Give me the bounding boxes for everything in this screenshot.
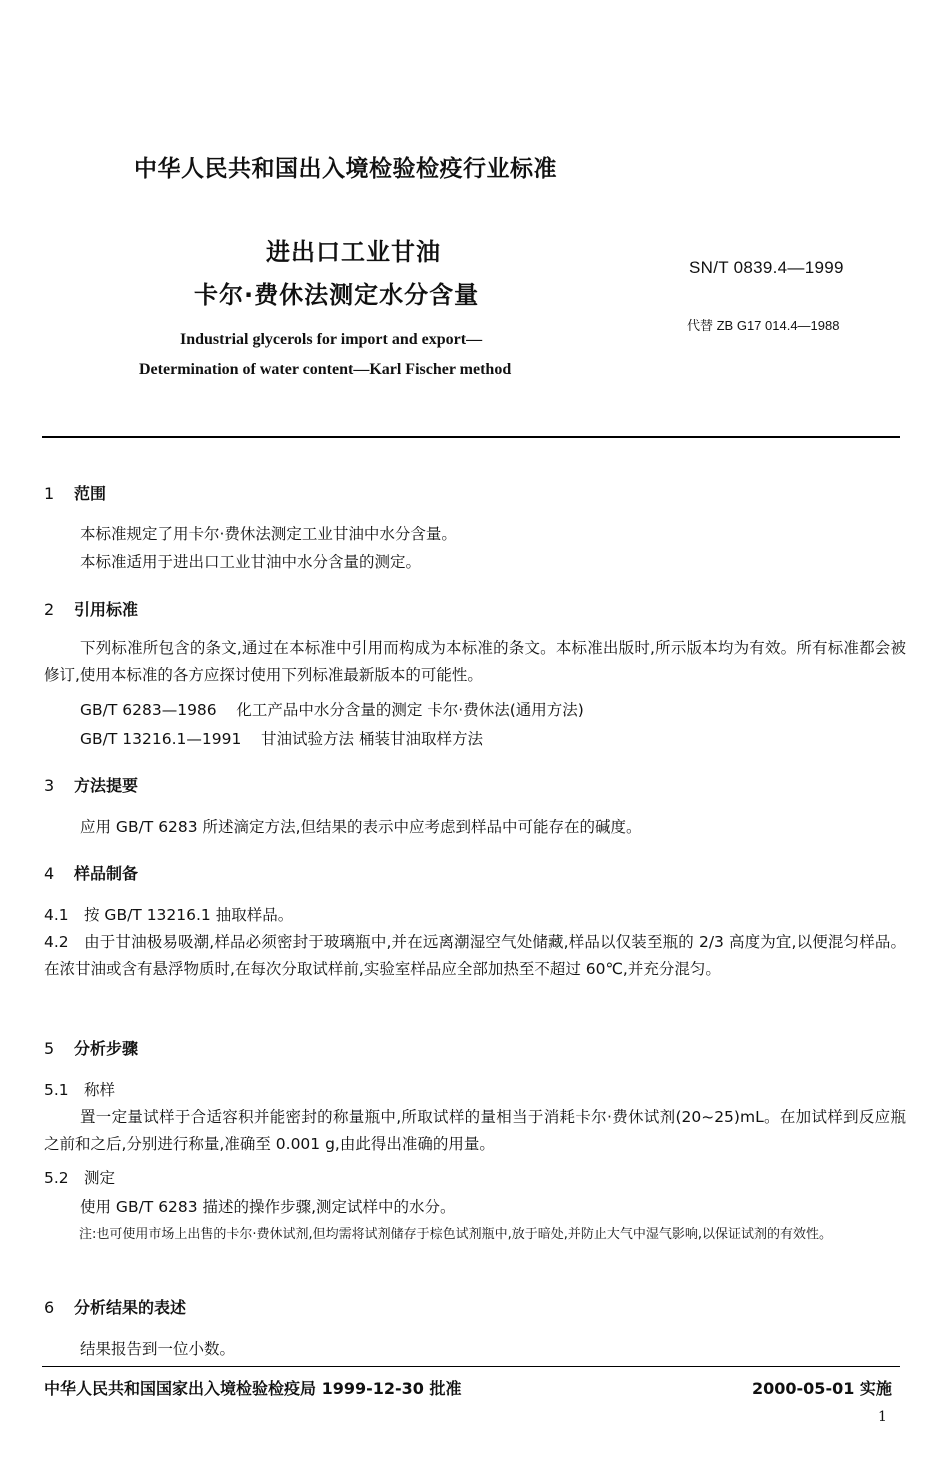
- clause-text: 由于甘油极易吸潮,样品必须密封于玻璃瓶中,并在远离潮湿空气处储藏,样品以仅装至瓶的 2/3 高度为宜,以便混匀样品。在浓甘油或含有悬浮物质时,在每次分取试样前,实验室样品应全部加热至不超过 60℃,并充分混匀。: [44, 933, 906, 978]
- reference-title: 化工产品中水分含量的测定 卡尔·费休法(通用方法): [236, 701, 584, 719]
- reference-title: 甘油试验方法 桶装甘油取样方法: [261, 730, 483, 748]
- section-5-heading: [44, 1036, 138, 1059]
- section-number: 1: [44, 484, 55, 503]
- clause-text: 按 GB/T 13216.1 抽取样品。: [84, 906, 294, 924]
- section-title: 分析步骤: [74, 1039, 139, 1058]
- section-number: 3: [44, 776, 55, 795]
- section-number: 5: [44, 1039, 55, 1058]
- note-text: 也可使用市场上出售的卡尔·费休试剂,但均需将试剂储存于棕色试剂瓶中,放于暗处,并防止大气中湿气影响,以保证试剂的有效性。: [96, 1227, 833, 1242]
- reference-2: [80, 727, 483, 749]
- issuing-authority: 中华人民共和国出入境检验检疫行业标准: [134, 156, 557, 182]
- approval-line: 中华人民共和国国家出入境检验检疫局 1999-12-30 批准: [44, 1379, 462, 1398]
- section-title: 引用标准: [74, 600, 139, 619]
- section-3-heading: [44, 773, 138, 796]
- title-cn-line1: 进出口工业甘油: [266, 238, 441, 266]
- section-number: 6: [44, 1298, 55, 1317]
- section-title: 分析结果的表述: [74, 1298, 187, 1317]
- title-en-line1: Industrial glycerols for import and export—: [180, 331, 483, 348]
- section-6-para-1: 结果报告到一位小数。: [80, 1340, 236, 1358]
- section-number: 2: [44, 600, 55, 619]
- clause-5-2-heading: [44, 1166, 115, 1188]
- section-number: 4: [44, 864, 55, 883]
- clause-5-1-text: 置一定量试样于合适容积并能密封的称量瓶中,所取试样的量相当于消耗卡尔·费休试剂(20~25)mL。在加试样到反应瓶之前和之后,分别进行称量,准确至 0.001 g,由此得出准确的用量。: [44, 1108, 906, 1153]
- section-3-para-1: 应用 GB/T 6283 所述滴定方法,但结果的表示中应考虑到样品中可能存在的碱度。: [80, 818, 642, 836]
- clause-number: 4.2: [44, 933, 69, 951]
- section-1-heading: [44, 481, 106, 504]
- clause-4-1: [44, 903, 293, 925]
- title-en-line2: Determination of water content—Karl Fischer method: [139, 361, 512, 378]
- clause-number: 4.1: [44, 906, 69, 924]
- reference-1: [80, 698, 584, 720]
- section-1-para-2: 本标准适用于进出口工业甘油中水分含量的测定。: [80, 553, 422, 571]
- clause-5-1-heading: [44, 1078, 115, 1100]
- clause-number: 5.2: [44, 1169, 69, 1187]
- section-2-para-1: 下列标准所包含的条文,通过在本标准中引用而构成为本标准的条文。本标准出版时,所示版本均为有效。所有标准都会被修订,使用本标准的各方应探讨使用下列标准最新版本的可能性。: [44, 639, 906, 684]
- clause-title: 称样: [84, 1081, 116, 1099]
- implementation-date: 2000-05-01 实施: [752, 1379, 892, 1398]
- section-title: 方法提要: [74, 776, 139, 795]
- section-4-heading: [44, 861, 138, 884]
- title-cn-line2: 卡尔·费休法测定水分含量: [194, 281, 480, 309]
- clause-title: 测定: [84, 1169, 116, 1187]
- standard-code: SN/T 0839.4—1999: [689, 258, 844, 277]
- note: [79, 1222, 904, 1247]
- section-2-heading: [44, 597, 138, 620]
- section-title: 范围: [74, 484, 107, 503]
- header-divider: [42, 436, 900, 438]
- clause-4-2: [44, 929, 906, 983]
- section-6-heading: [44, 1295, 186, 1318]
- note-label: 注:: [79, 1227, 97, 1242]
- reference-code: GB/T 13216.1—1991: [80, 730, 242, 748]
- page-number: 1: [878, 1409, 887, 1425]
- clause-number: 5.1: [44, 1081, 69, 1099]
- section-1-para-1: 本标准规定了用卡尔·费休法测定工业甘油中水分含量。: [80, 525, 457, 543]
- replaces-note: 代替 ZB G17 014.4—1988: [687, 318, 840, 333]
- section-title: 样品制备: [74, 864, 139, 883]
- footer-divider: [42, 1366, 900, 1367]
- clause-5-2-text: 使用 GB/T 6283 描述的操作步骤,测定试样中的水分。: [80, 1198, 456, 1216]
- reference-code: GB/T 6283—1986: [80, 701, 217, 719]
